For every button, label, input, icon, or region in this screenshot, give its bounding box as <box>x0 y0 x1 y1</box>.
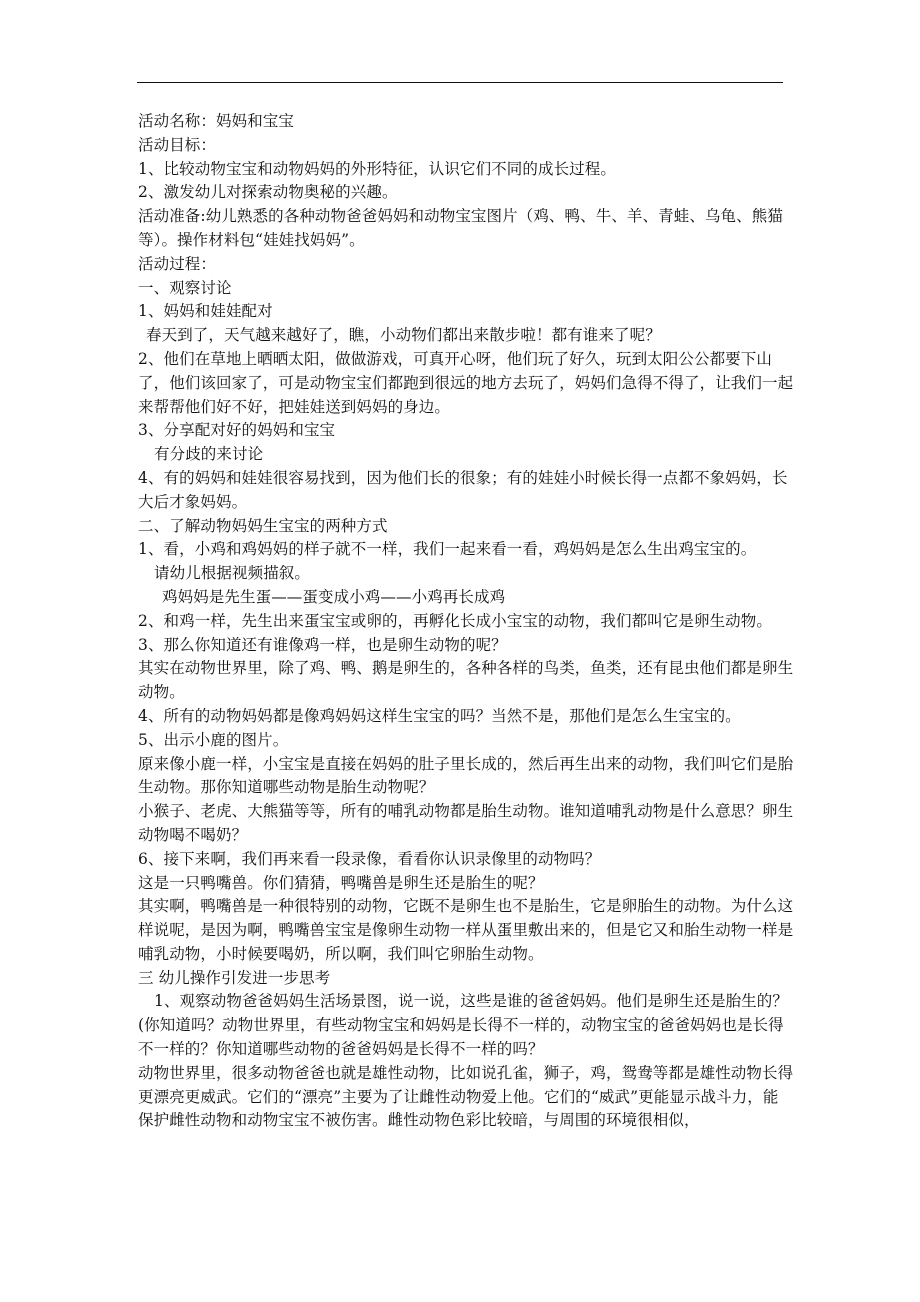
paragraph: 鸡妈妈是先生蛋——蛋变成小鸡——小鸡再长成鸡 <box>162 587 506 606</box>
paragraph: 1、妈妈和娃娃配对 <box>138 302 273 321</box>
paragraph: 5、出示小鹿的图片。 <box>138 730 289 749</box>
paragraph: 有分歧的来讨论 <box>154 445 264 464</box>
paragraph: 4、所有的动物妈妈都是像鸡妈妈这样生宝宝的吗？当然不是，那他们是怎么生宝宝的。 <box>138 706 741 725</box>
section-heading: 二、了解动物妈妈生宝宝的两种方式 <box>138 516 388 535</box>
paragraph: 6、接下来啊，我们再来看一段录像，看看你认识录像里的动物吗？ <box>138 849 601 868</box>
paragraph: 1、观察动物爸爸妈妈生活场景图，说一说，这些是谁的爸爸妈妈。他们是卵生还是胎生的？ <box>154 992 788 1011</box>
paragraph: 请幼儿根据视频描叙。 <box>154 564 311 583</box>
paragraph: 动物世界里，很多动物爸爸也就是雄性动物，比如说孔雀，狮子，鸡，鸳鸯等都是雄性动物长得更漂亮更威武。它们的“漂亮”主要为了让雌性动物爱上他。它们的“威武”更能显示战斗力，能保护雌性动物和动物宝宝不被伤害。雌性动物色彩比较暗，与周围的环境很相似， <box>138 1063 794 1130</box>
paragraph: 1、比较动物宝宝和动物妈妈的外形特征，认识它们不同的成长过程。 <box>138 159 616 178</box>
paragraph: 4、有的妈妈和娃娃很容易找到，因为他们长的很象；有的娃娃小时候长得一点都不象妈妈，长大后才象妈妈。 <box>138 468 788 511</box>
paragraph: 这是一只鸭嘴兽。你们猜猜，鸭嘴兽是卵生还是胎生的呢？ <box>138 873 544 892</box>
activity-name: 活动名称：妈妈和宝宝 <box>138 112 295 130</box>
header-rule <box>137 82 783 83</box>
paragraph: 春天到了，天气越来越好了，瞧，小动物们都出来散步啦！都有谁来了呢？ <box>146 326 661 345</box>
paragraph: (你知道吗？动物世界里，有些动物宝宝和妈妈是长得不一样的，动物宝宝的爸爸妈妈也是长得不一样的？你知道哪些动物的爸爸妈妈是长得不一样的吗？ <box>138 1016 784 1059</box>
goals-heading: 活动目标： <box>138 135 217 154</box>
process-heading: 活动过程： <box>138 254 217 273</box>
section-heading: 一、观察讨论 <box>138 278 232 297</box>
section-heading: 三 幼儿操作引发进一步思考 <box>138 968 331 987</box>
paragraph: 2、激发幼儿对探索动物奥秘的兴趣。 <box>138 183 398 202</box>
paragraph: 活动准备:幼儿熟悉的各种动物爸爸妈妈和动物宝宝图片（鸡、鸭、牛、羊、青蛙、乌龟、熊猫等）。操作材料包“娃娃找妈妈”。 <box>138 207 783 249</box>
paragraph: 1、看，小鸡和鸡妈妈的样子就不一样，我们一起来看一看，鸡妈妈是怎么生出鸡宝宝的。 <box>138 540 757 559</box>
paragraph: 小猴子、老虎、大熊猫等等，所有的哺乳动物都是胎生动物。谁知道哺乳动物是什么意思？卵生动物喝不喝奶？ <box>138 802 794 844</box>
paragraph: 2、他们在草地上晒晒太阳，做做游戏，可真开心呀，他们玩了好久，玩到太阳公公都要下山了，他们该回家了，可是动物宝宝们都跑到很远的地方去玩了，妈妈们急得不得了，让我们一起来帮帮他们好不好，把娃娃送到妈妈的身边。 <box>138 349 794 416</box>
paragraph: 2、和鸡一样，先生出来蛋宝宝或卵的，再孵化长成小宝宝的动物，我们都叫它是卵生动物。 <box>138 611 772 630</box>
paragraph: 其实在动物世界里，除了鸡、鸭、鹅是卵生的，各种各样的鸟类，鱼类，还有昆虫他们都是卵生动物。 <box>138 659 794 702</box>
paragraph: 原来像小鹿一样，小宝宝是直接在妈妈的肚子里长成的，然后再生出来的动物，我们叫它们是胎生动物。那你知道哪些动物是胎生动物呢？ <box>138 754 794 797</box>
paragraph: 3、分享配对好的妈妈和宝宝 <box>138 421 336 440</box>
paragraph: 其实啊，鸭嘴兽是一种很特别的动物，它既不是卵生也不是胎生，它是卵胎生的动物。为什么这样说呢，是因为啊，鸭嘴兽宝宝是像卵生动物一样从蛋里敷出来的，但是它又和胎生动物一样是哺乳动物，小时候要喝奶，所以啊，我们叫它卵胎生动物。 <box>138 897 794 963</box>
paragraph: 3、那么你知道还有谁像鸡一样，也是卵生动物的呢？ <box>138 635 507 654</box>
document-body <box>138 110 794 1133</box>
